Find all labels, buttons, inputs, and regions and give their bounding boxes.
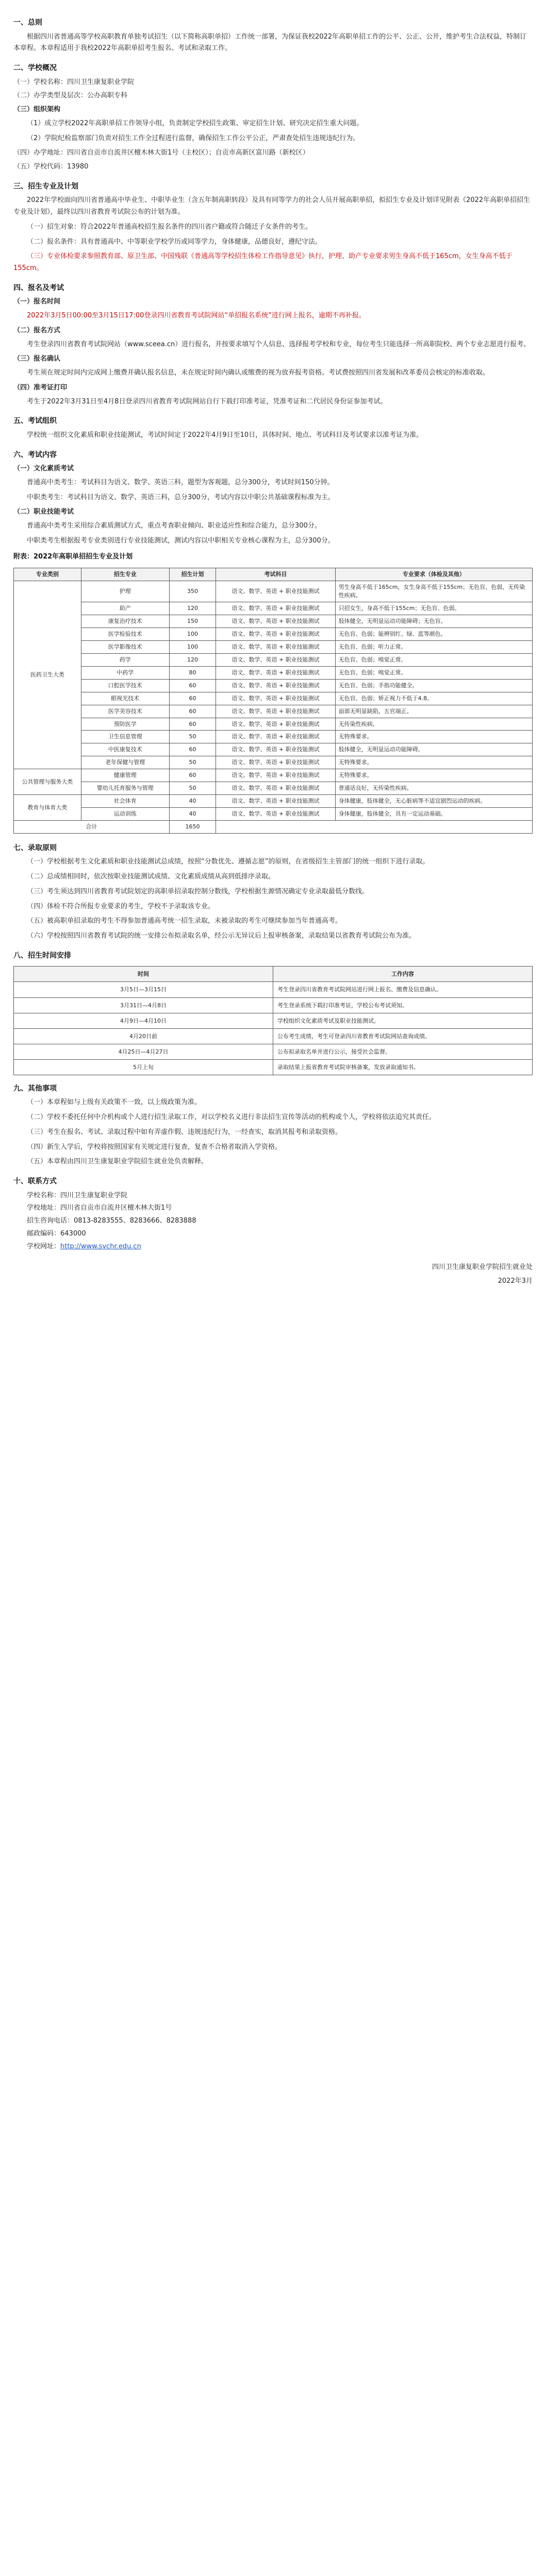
paragraph: （三）报名确认 — [13, 355, 61, 363]
subjects-cell: 语文、数学、英语 + 职业技能测试 — [216, 581, 335, 602]
plan-cell: 60 — [169, 679, 216, 692]
table-row — [14, 602, 533, 615]
section-title: 七、录取原则 — [13, 843, 57, 852]
signature-date: 2022年3月 — [498, 1277, 533, 1285]
plan-cell: 150 — [169, 615, 216, 628]
requirement-cell: 肢体健全，无明显运动功能障碍。 — [335, 743, 532, 756]
highlighted-paragraph: （三）专业体检要求参照教育部、原卫生部、中国残联《普通高等学校招生体检工作指导意见》执行，护理、助产专业要求男生身高不低于165cm，女生身高不低于155cm。 — [13, 252, 512, 272]
requirement-cell: 无色盲、色弱；嗅觉正常。 — [335, 653, 532, 666]
work-cell: 录取结果上报省教育考试院审核备案，发放录取通知书。 — [273, 1059, 533, 1075]
section-title: 九、其他事项 — [13, 1084, 57, 1093]
subjects-cell: 语文、数学、英语 + 职业技能测试 — [216, 692, 335, 705]
column-header: 考试科目 — [216, 568, 335, 581]
requirement-cell: 男生身高不低于165cm，女生身高不低于155cm；无色盲、色弱，无传染性疾病。 — [335, 581, 532, 602]
contact-value: 0813-8283555、8283666、8283888 — [74, 1217, 196, 1225]
major-cell: 医学影像技术 — [81, 640, 169, 653]
major-cell: 口腔医学技术 — [81, 679, 169, 692]
subjects-cell: 语文、数学、英语 + 职业技能测试 — [216, 795, 335, 808]
subjects-cell: 语文、数学、英语 + 职业技能测试 — [216, 615, 335, 628]
plan-cell: 100 — [169, 628, 216, 640]
paragraph: （一）招生对象：符合2022年普通高校招生报名条件的四川省户籍或符合随迁子女条件的考生。 — [27, 223, 312, 231]
table-row — [14, 1059, 533, 1075]
paragraph: （二）报名条件：具有普通高中、中等职业学校学历或同等学力，身体健康，品德良好，遵纪守法。 — [27, 238, 322, 246]
section-title: 五、考试组织 — [13, 417, 57, 426]
paragraph: （三）考生在报名、考试、录取过程中如有弄虚作假、违规违纪行为，一经查实，取消其报考和录取资格。 — [27, 1128, 342, 1136]
paragraph: （一）文化素质考试 — [13, 465, 74, 472]
table-row — [14, 997, 533, 1013]
paragraph: （二）总成绩相同时，依次按职业技能测试成绩、文化素质成绩从高到低排序录取。 — [27, 873, 275, 881]
work-cell: 学校组织文化素质考试及职业技能测试。 — [273, 1013, 533, 1028]
contact-address — [27, 1202, 533, 1214]
contact-label: 学校地址： — [27, 1204, 61, 1212]
paragraph: （五）本章程由四川卫生康复职业学院招生就业处负责解释。 — [27, 1158, 208, 1166]
major-cell: 社会体育 — [81, 795, 169, 808]
paragraph: 普通高中类考生采用综合素质测试方式，重点考查职业倾向、职业适应性和综合能力，总分300分。 — [27, 522, 321, 530]
contact-value: 四川卫生康复职业学院 — [60, 1191, 128, 1199]
requirement-cell: 身体健康，肢体健全，无心脏病等不适宜剧烈运动的疾病。 — [335, 795, 532, 808]
table-row — [14, 782, 533, 795]
document — [0, 0, 546, 1287]
major-cell: 医学检验技术 — [81, 628, 169, 640]
paragraph: （二）学校不委托任何中介机构或个人进行招生录取工作，对以学校名义进行非法招生宣传等活动的机构或个人，学校将依法追究其责任。 — [27, 1113, 436, 1122]
paragraph: （二）办学类型及层次：公办高职专科 — [13, 92, 128, 100]
plan-cell: 40 — [169, 808, 216, 821]
requirement-cell: 无色盲、色弱；能辨别红、绿、蓝等颜色。 — [335, 628, 532, 640]
time-cell: 4月20日前 — [14, 1028, 273, 1044]
requirement-cell: 只招女生，身高不低于155cm；无色盲、色弱。 — [335, 602, 532, 615]
major-cell: 护理 — [81, 581, 169, 602]
contact-value: 四川省自贡市自流井区檀木林大街1号 — [60, 1204, 172, 1212]
paragraph: 考生须在规定时间内完成网上缴费并确认报名信息，未在规定时间内确认或缴费的视为放弃报考资格。考试费按照四川省发展和改革委员会核定的标准收取。 — [27, 369, 490, 377]
major-cell: 药学 — [81, 653, 169, 666]
section-title: 六、考试内容 — [13, 450, 57, 459]
paragraph: 2022年学校面向四川省普通高中毕业生、中职毕业生（含五年制高职转段）及具有同等学力的社会人员开展高职单招，拟招生专业及计划详见附表《2022年高职单招招生专业及计划》，最终以四川省教育考试院公布的计划为准。 — [13, 196, 531, 216]
paragraph: 中职类考生根据报考专业类别进行专业技能测试，测试内容以中职相关专业核心课程为主，总分300分。 — [27, 536, 335, 545]
requirement-cell: 无色盲、色弱；听力正常。 — [335, 640, 532, 653]
table-row — [14, 653, 533, 666]
table-row — [14, 1044, 533, 1059]
paragraph: 考生于2022年3月31日至4月8日登录四川省教育考试院网站自行下载打印准考证，凭准考证和二代居民身份证参加考试。 — [27, 397, 387, 405]
major-cell: 助产 — [81, 602, 169, 615]
table-row — [14, 769, 533, 782]
column-header: 时间 — [14, 967, 273, 982]
plan-cell: 50 — [169, 756, 216, 769]
table-row — [14, 743, 533, 756]
time-cell: 4月9日—4月10日 — [14, 1013, 273, 1028]
quota-table-body — [14, 581, 533, 834]
subjects-cell: 语文、数学、英语 + 职业技能测试 — [216, 756, 335, 769]
plan-cell: 60 — [169, 692, 216, 705]
category-cell: 教育与体育大类 — [14, 795, 81, 821]
major-cell: 卫生信息管理 — [81, 731, 169, 743]
subjects-cell: 语文、数学、英语 + 职业技能测试 — [216, 666, 335, 679]
section-title: 一、总则 — [13, 19, 42, 27]
column-header: 招生专业 — [81, 568, 169, 581]
subjects-cell: 语文、数学、英语 + 职业技能测试 — [216, 640, 335, 653]
column-header: 工作内容 — [273, 967, 533, 982]
paragraph: 学校统一组织文化素质和职业技能测试，考试时间定于2022年4月9日至10日，具体时间、地点、考试科目及考试要求以准考证为准。 — [27, 431, 423, 439]
column-header: 招生计划 — [169, 568, 216, 581]
contact-school — [27, 1190, 533, 1202]
major-cell: 中医康复技术 — [81, 743, 169, 756]
paragraph: 根据四川省普通高等学校高职教育单独考试招生（以下简称高职单招）工作统一部署，为保证我校2022年高职单招工作的公平、公正、公开，维护考生合法权益，特制订本章程。本章程适用于我校2022年高职单招考生报名、考试和录取工作。 — [13, 32, 527, 53]
total-row — [14, 821, 533, 834]
table-row — [14, 615, 533, 628]
table-row — [14, 756, 533, 769]
paragraph: （二）职业技能考试 — [13, 508, 74, 516]
major-cell: 医学美容技术 — [81, 705, 169, 718]
total-label: 合计 — [14, 821, 170, 834]
table-row — [14, 581, 533, 602]
paragraph: （2）学院纪检监察部门负责对招生工作全过程进行监督，确保招生工作公平公正，严肃查处招生违规违纪行为。 — [27, 134, 360, 142]
paragraph: （五）被高职单招录取的考生不得参加普通高考统一招生录取，未被录取的考生可继续参加当年普通高考。 — [27, 917, 342, 925]
paragraph: （三）组织架构 — [13, 106, 61, 113]
table-header-row — [14, 568, 533, 581]
paragraph: （四）准考证打印 — [13, 383, 68, 392]
highlighted-paragraph: 2022年3月5日00:00至3月15日17:00登录四川省教育考试院网站“单招报名系统”进行网上报名，逾期不再补报。 — [27, 312, 366, 319]
section-title: 十、联系方式 — [13, 1177, 57, 1186]
plan-cell: 120 — [169, 653, 216, 666]
subjects-cell: 语文、数学、英语 + 职业技能测试 — [216, 718, 335, 731]
table-row — [14, 808, 533, 821]
paragraph: （二）报名方式 — [13, 326, 61, 334]
paragraph: 普通高中类考生：考试科目为语文、数学、英语三科，题型为客观题，总分300分，考试时间150分钟。 — [27, 478, 334, 486]
contact-phone — [27, 1215, 533, 1227]
table-row — [14, 731, 533, 743]
table-title: 附表：2022年高职单招招生专业及计划 — [13, 552, 133, 561]
requirement-cell: 无传染性疾病。 — [335, 718, 532, 731]
subjects-cell: 语文、数学、英语 + 职业技能测试 — [216, 653, 335, 666]
column-header: 专业要求（体检及其他） — [335, 568, 532, 581]
time-cell: 4月25日—4月27日 — [14, 1044, 273, 1059]
subjects-cell: 语文、数学、英语 + 职业技能测试 — [216, 602, 335, 615]
contact-label: 邮政编码： — [27, 1229, 61, 1238]
section-title: 四、报名及考试 — [13, 283, 64, 292]
plan-cell: 350 — [169, 581, 216, 602]
major-cell: 康复治疗技术 — [81, 615, 169, 628]
paragraph: （一）学校名称：四川卫生康复职业学院 — [13, 78, 135, 86]
paragraph: （1）成立学校2022年高职单招工作领导小组，负责制定学校招生政策、审定招生计划、研究决定招生重大问题。 — [27, 119, 363, 127]
plan-cell: 100 — [169, 640, 216, 653]
work-cell: 公布考生成绩，考生可登录四川省教育考试院网站查询成绩。 — [273, 1028, 533, 1044]
subjects-cell: 语文、数学、英语 + 职业技能测试 — [216, 628, 335, 640]
requirement-cell: 无特殊要求。 — [335, 769, 532, 782]
paragraph: （一）学校根据考生文化素质和职业技能测试总成绩，按照“分数优先、遵循志愿”的原则，在省级招生主管部门的统一组织下进行录取。 — [27, 858, 429, 866]
requirement-cell: 无色盲、色弱；矫正视力不低于4.8。 — [335, 692, 532, 705]
time-cell: 5月上旬 — [14, 1059, 273, 1075]
table-row — [14, 1028, 533, 1044]
paragraph: （三）考生须达到四川省教育考试院划定的高职单招录取控制分数线，学校根据生源情况确定专业录取最低分数线。 — [27, 887, 369, 895]
plan-cell: 50 — [169, 782, 216, 795]
paragraph: （六）学校按照四川省教育考试院的统一安排公布拟录取名单，经公示无异议后上报审核备案，录取结果以省教育考试院公布为准。 — [27, 932, 416, 940]
schedule-table-body — [14, 982, 533, 1075]
requirement-cell: 普通话良好，无传染性疾病。 — [335, 782, 532, 795]
table-row — [14, 679, 533, 692]
requirement-cell: 无特殊要求。 — [335, 756, 532, 769]
plan-cell: 60 — [169, 705, 216, 718]
contact-label: 学校网址： — [27, 1242, 61, 1250]
work-cell: 考生登录四川省教育考试院网站进行网上报名、缴费及信息确认。 — [273, 982, 533, 997]
time-cell: 3月31日—4月8日 — [14, 997, 273, 1013]
contact-value: 643000 — [60, 1229, 86, 1238]
major-cell: 婴幼儿托育服务与管理 — [81, 782, 169, 795]
schedule-table — [13, 966, 533, 1075]
column-header: 专业类别 — [14, 568, 81, 581]
total-empty-cell — [216, 821, 533, 834]
requirement-cell: 身体健康，肢体健全，具有一定运动基础。 — [335, 808, 532, 821]
subjects-cell: 语文、数学、英语 + 职业技能测试 — [216, 679, 335, 692]
paragraph: （一）本章程如与上级有关政策不一致，以上级政策为准。 — [27, 1098, 202, 1107]
paragraph: 中职类考生：考试科目为语文、数学、英语三科，总分300分，考试内容以中职公共基础课程标准为主。 — [27, 493, 335, 501]
major-cell: 中药学 — [81, 666, 169, 679]
subjects-cell: 语文、数学、英语 + 职业技能测试 — [216, 731, 335, 743]
contact-label: 学校名称： — [27, 1191, 61, 1199]
table-row — [14, 982, 533, 997]
table-row — [14, 666, 533, 679]
time-cell: 3月5日—3月15日 — [14, 982, 273, 997]
plan-cell: 60 — [169, 769, 216, 782]
contact-label: 招生咨询电话： — [27, 1217, 74, 1225]
signature: 四川卫生康复职业学院招生就业处 — [432, 1263, 533, 1272]
plan-cell: 60 — [169, 743, 216, 756]
paragraph: （四）办学地址：四川省自贡市自流井区檀木林大街1号（主校区）；自贡市高新区富川路（新校区） — [13, 149, 309, 157]
major-cell: 预防医学 — [81, 718, 169, 731]
subjects-cell: 语文、数学、英语 + 职业技能测试 — [216, 705, 335, 718]
section-title: 三、招生专业及计划 — [13, 182, 78, 191]
plan-cell: 80 — [169, 666, 216, 679]
category-cell: 公共管理与服务大类 — [14, 769, 81, 795]
section-title: 八、招生时间安排 — [13, 951, 71, 960]
plan-cell: 60 — [169, 718, 216, 731]
work-cell: 考生登录系统下载打印准考证，学校公布考试须知。 — [273, 997, 533, 1013]
table-header-row — [14, 967, 533, 982]
subjects-cell: 语文、数学、英语 + 职业技能测试 — [216, 808, 335, 821]
table-row — [14, 718, 533, 731]
paragraph: 考生登录四川省教育考试院网站（www.sceea.cn）进行报名，并按要求填写个人信息、选择报考学校和专业，每位考生只能选择一所高职院校、两个专业志愿进行报考。 — [27, 340, 531, 348]
requirement-cell: 面部无明显缺陷，五官端正。 — [335, 705, 532, 718]
paragraph: （五）学校代码：13980 — [13, 163, 89, 171]
requirement-cell: 无特殊要求。 — [335, 731, 532, 743]
major-cell: 运动训练 — [81, 808, 169, 821]
major-cell: 眼视光技术 — [81, 692, 169, 705]
plan-cell: 40 — [169, 795, 216, 808]
category-cell: 医药卫生大类 — [14, 581, 81, 769]
website-link[interactable]: http://www.svchr.edu.cn — [60, 1242, 141, 1250]
requirement-cell: 无色盲、色弱；手指功能健全。 — [335, 679, 532, 692]
paragraph: （一）报名时间 — [13, 298, 61, 306]
requirement-cell: 无色盲、色弱；嗅觉正常。 — [335, 666, 532, 679]
table-row — [14, 628, 533, 640]
plan-cell: 120 — [169, 602, 216, 615]
table-row — [14, 795, 533, 808]
section-title: 二、学校概况 — [13, 64, 57, 72]
subjects-cell: 语文、数学、英语 + 职业技能测试 — [216, 769, 335, 782]
major-cell: 老年保健与管理 — [81, 756, 169, 769]
table-row — [14, 1013, 533, 1028]
plan-cell: 50 — [169, 731, 216, 743]
total-value: 1650 — [169, 821, 216, 834]
table-row — [14, 692, 533, 705]
requirement-cell: 肢体健全，无明显运动功能障碍；无色盲。 — [335, 615, 532, 628]
contact-postcode — [27, 1228, 533, 1240]
table-row — [14, 640, 533, 653]
table-row — [14, 705, 533, 718]
paragraph: （四）体检不符合所报专业要求的考生，学校不予录取该专业。 — [27, 902, 215, 910]
subjects-cell: 语文、数学、英语 + 职业技能测试 — [216, 782, 335, 795]
quota-table — [13, 568, 533, 834]
subjects-cell: 语文、数学、英语 + 职业技能测试 — [216, 743, 335, 756]
work-cell: 公布拟录取名单并进行公示，接受社会监督。 — [273, 1044, 533, 1059]
contact-website — [27, 1241, 533, 1253]
paragraph: （四）新生入学后，学校将按照国家有关规定进行复查，复查不合格者取消入学资格。 — [27, 1143, 282, 1151]
major-cell: 健康管理 — [81, 769, 169, 782]
